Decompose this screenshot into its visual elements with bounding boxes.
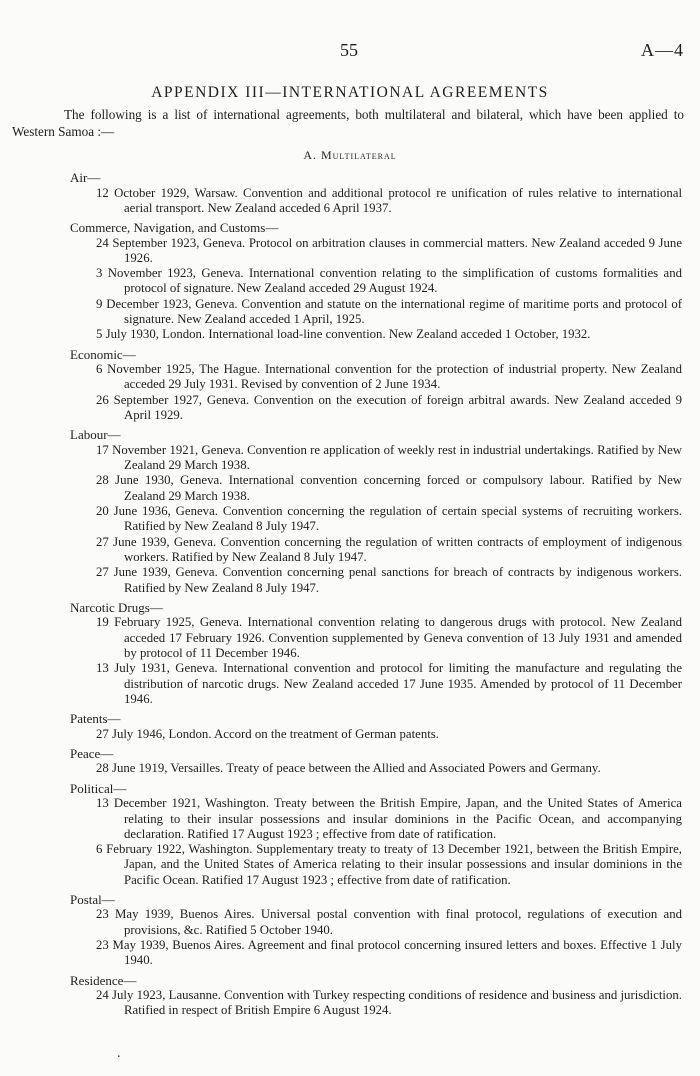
agreement-entry: 24 July 1923, Lausanne. Convention with Turkey respecting conditions of residence and business and jurisdiction. Ratified in respect of British Empire 6 August 1924.: [96, 988, 682, 1018]
agreement-entry: 20 June 1936, Geneva. Convention concerning the regulation of certain special systems of recruiting workers. Ratified by New Zealand 8 July 1947.: [96, 504, 682, 534]
agreement-entry: 5 July 1930, London. International load-line convention. New Zealand acceded 1 October, 1932.: [96, 327, 591, 342]
category-heading: Patents—: [70, 711, 121, 727]
agreement-entry: 13 July 1931, Geneva. International convention and protocol for limiting the manufacture and regulating the distribution of narcotic drugs. New Zealand acceded 17 June 1935. Amended by protocol of 11 December 1946.: [96, 661, 682, 706]
category-heading: Narcotic Drugs—: [70, 599, 163, 615]
agreement-entry: 27 June 1939, Geneva. Convention concerning penal sanctions for breach of contracts by indigenous workers. Ratified by New Zealand 8 July 1947.: [96, 565, 682, 595]
agreement-entry: 6 November 1925, The Hague. International convention for the protection of industrial property. New Zealand acceded 29 July 1931. Revised by convention of 2 June 1934.: [96, 362, 682, 392]
agreement-entry: 19 February 1925, Geneva. International convention relating to dangerous drugs with protocol. New Zealand acceded 17 February 1926. Convention supplemented by Geneva convention of 13 July 1931 and amended by protocol of 11 December 1946.: [96, 615, 682, 660]
agreement-entry: 26 September 1927, Geneva. Convention on the execution of foreign arbitral awards. New Zealand acceded 9 April 1929.: [96, 392, 682, 423]
category-heading: Political—: [70, 780, 127, 796]
category-heading: Residence—: [70, 972, 137, 988]
agreement-entry: 9 December 1923, Geneva. Convention and statute on the international regime of maritime ports and protocol of signature. New Zealand acceded 1 April, 1925.: [96, 296, 682, 327]
section-heading: [0, 148, 700, 163]
agreement-entry: 24 September 1923, Geneva. Protocol on arbitration clauses in commercial matters. New Zealand acceded 9 June 1926.: [96, 235, 682, 265]
category-heading: Labour—: [70, 427, 121, 443]
page-number: 55: [340, 40, 358, 60]
agreement-entry: 6 February 1922, Washington. Supplementary treaty to treaty of 13 December 1921, between the British Empire, Japan, and the United States of America relating to their insular possessions and insular dominions in the Pacific Ocean. Ratified 17 August 1923 ; effective from date of ratification.: [96, 842, 682, 887]
agreement-entry: 23 May 1939, Buenos Aires. Agreement and final protocol concerning insured letters and boxes. Effective 1 July 1940.: [96, 938, 682, 968]
agreement-entry: 28 June 1919, Versailles. Treaty of peace between the Allied and Associated Powers and Germany.: [96, 761, 601, 776]
category-heading: Postal—: [70, 891, 115, 907]
section-letter: A.: [303, 148, 317, 162]
page-title: APPENDIX III—INTERNATIONAL AGREEMENTS: [151, 84, 549, 101]
page-code: A—4: [641, 40, 684, 60]
category-heading: Commerce, Navigation, and Customs—: [70, 220, 279, 236]
agreement-entry: 17 November 1921, Geneva. Convention re application of weekly rest in industrial undertakings. Ratified by New Zealand 29 March 1938.: [96, 442, 682, 473]
stray-mark: .: [117, 1046, 121, 1061]
agreement-entry: 3 November 1923, Geneva. International convention relating to the simplification of customs formalities and protocol of signature. New Zealand acceded 29 August 1924.: [96, 266, 682, 296]
agreement-entry: 28 June 1930, Geneva. International convention concerning forced or compulsory labour. Ratified by New Zealand 29 March 1938.: [96, 473, 682, 503]
category-heading: Economic—: [70, 346, 136, 362]
agreements-list: [0, 166, 700, 1019]
agreement-entry: 27 June 1939, Geneva. Convention concerning the regulation of written contracts of employment of indigenous workers. Ratified by New Zealand 8 July 1947.: [96, 534, 682, 564]
intro-paragraph: The following is a list of international agreements, both multilateral and bilateral, which have been applied to Western Samoa :—: [12, 107, 684, 139]
agreement-entry: 13 December 1921, Washington. Treaty between the British Empire, Japan, and the United States of America relating to their insular possessions and insular dominions in the Pacific Ocean, and accompanying declaration. Ratified 17 August 1923 ; effective from date of ratification.: [96, 796, 682, 841]
section-name: Multilateral: [320, 148, 397, 162]
category-heading: Air—: [70, 170, 101, 185]
agreement-entry: 12 October 1929, Warsaw. Convention and additional protocol re unification of rules relative to international aerial transport. New Zealand acceded 6 April 1937.: [96, 185, 682, 215]
agreement-entry: 27 July 1946, London. Accord on the treatment of German patents.: [96, 726, 439, 741]
agreement-entry: 23 May 1939, Buenos Aires. Universal postal convention with final protocol, regulations of execution and provisions, &c. Ratified 5 October 1940.: [96, 907, 682, 937]
category-heading: Peace—: [70, 745, 114, 761]
